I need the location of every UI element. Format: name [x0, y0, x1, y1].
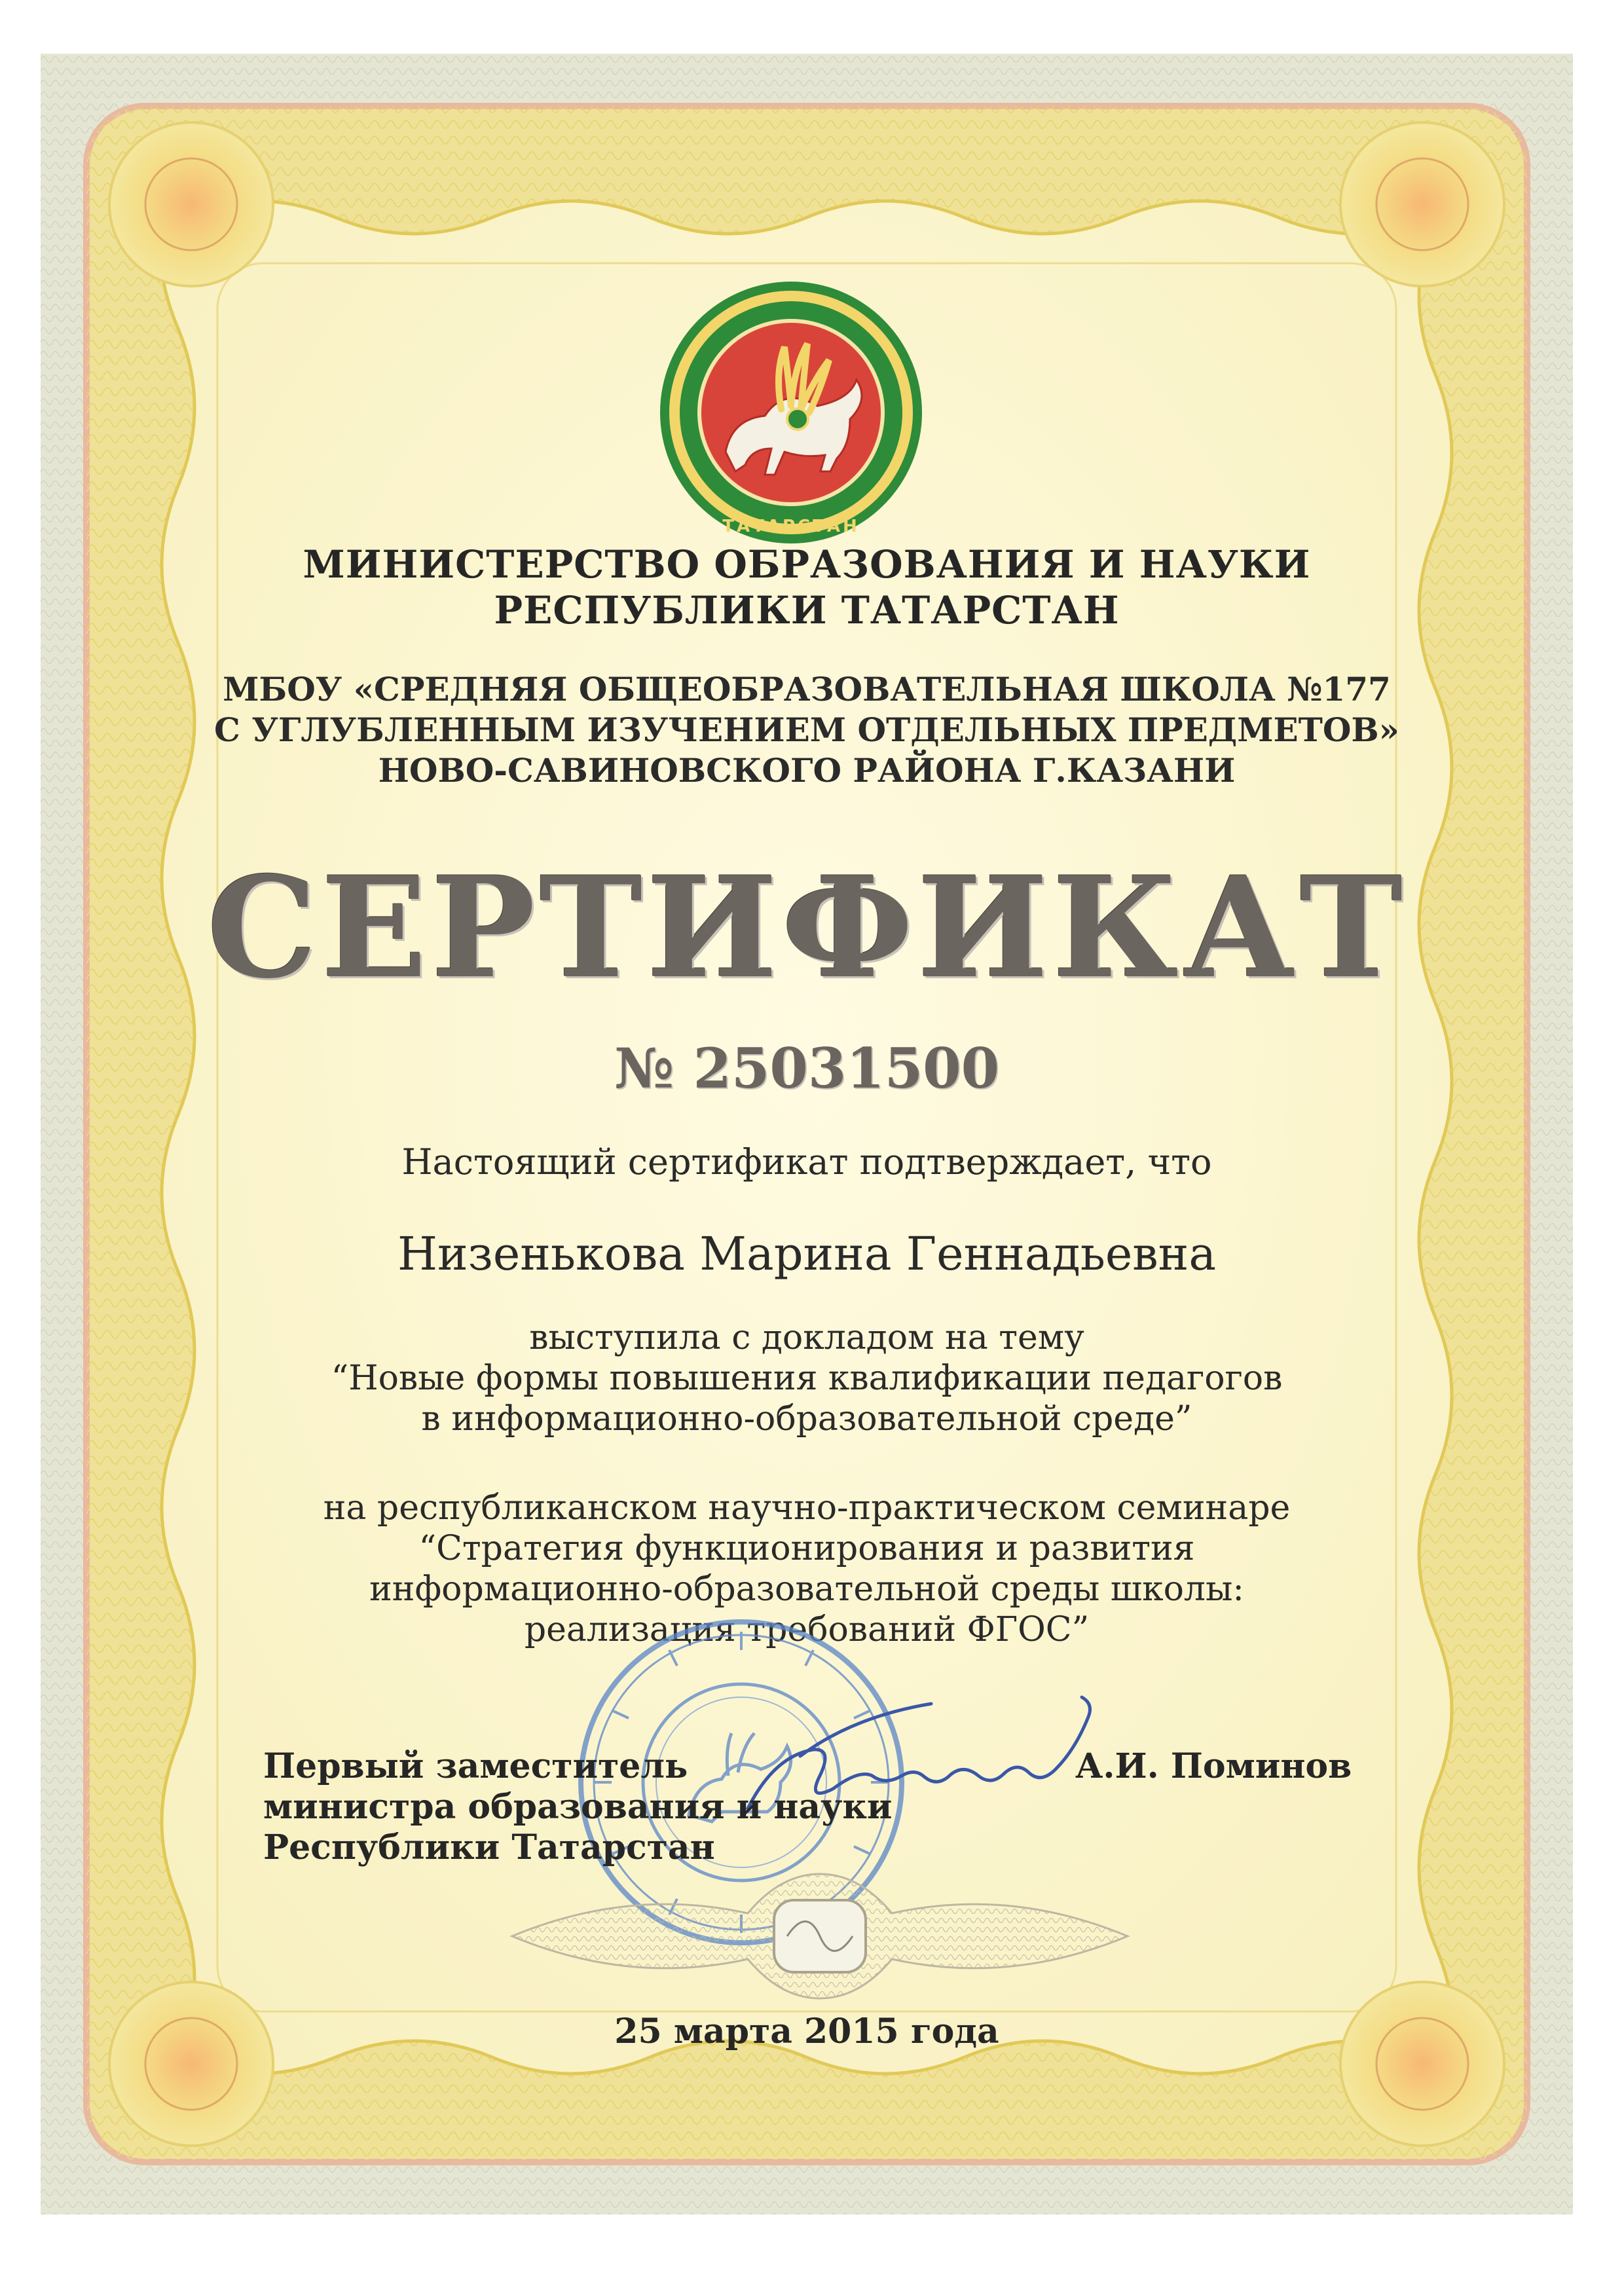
emblem-ring-text: ТАТАРСТАН [722, 517, 860, 536]
ministry-line-1: МИНИСТЕРСТВО ОБРАЗОВАНИЯ И НАУКИ [303, 542, 1311, 587]
recipient-name: Низенькова Марина Геннадьевна [397, 1227, 1217, 1281]
ministry-heading [41, 542, 1573, 633]
talk-description [41, 1317, 1573, 1439]
school-line-3: НОВО-САВИНОВСКОГО РАЙОНА Г.КАЗАНИ [378, 751, 1236, 790]
school-line-1: МБОУ «СРЕДНЯЯ ОБЩЕОБРАЗОВАТЕЛЬНАЯ ШКОЛА №177 [223, 670, 1391, 708]
issue-date: 25 марта 2015 года [614, 2011, 999, 2051]
signatory-name: А.И. Поминов [1075, 1746, 1352, 1786]
seminar-line-4: реализация требований ФГОС” [524, 1610, 1090, 1649]
tatarstan-emblem-icon [654, 275, 929, 550]
certificate-sheet [41, 54, 1573, 2214]
talk-line-2: “Новые формы повышения квалификации педагогов [331, 1359, 1283, 1398]
talk-line-1: выступила с докладом на тему [529, 1318, 1084, 1357]
position-line-1: Первый заместитель [263, 1746, 688, 1786]
signatory-position [263, 1746, 893, 1868]
seminar-line-2: “Стратегия функционирования и развития [418, 1529, 1195, 1568]
ministry-line-2: РЕСПУБЛИКИ ТАТАРСТАН [494, 588, 1120, 633]
position-line-2: министра образования и науки [263, 1787, 893, 1827]
seminar-line-1: на республиканском научно-практическом семинаре [323, 1488, 1291, 1528]
certificate-title: СЕРТИФИКАТ [206, 846, 1407, 1009]
confirmation-text: Настоящий сертификат подтверждает, что [401, 1141, 1212, 1183]
talk-line-3: в информационно-образовательной среде” [421, 1399, 1192, 1439]
certificate-number: № 25031500 [614, 1036, 1000, 1101]
position-line-3: Республики Татарстан [263, 1827, 715, 1867]
seminar-line-3: информационно-образовательной среды школы: [369, 1570, 1244, 1609]
school-heading [41, 669, 1573, 791]
school-line-2: С УГЛУБЛЕННЫМ ИЗУЧЕНИЕМ ОТДЕЛЬНЫХ ПРЕДМЕТОВ» [214, 710, 1399, 749]
decorative-rosette-icon [499, 1861, 1141, 2011]
